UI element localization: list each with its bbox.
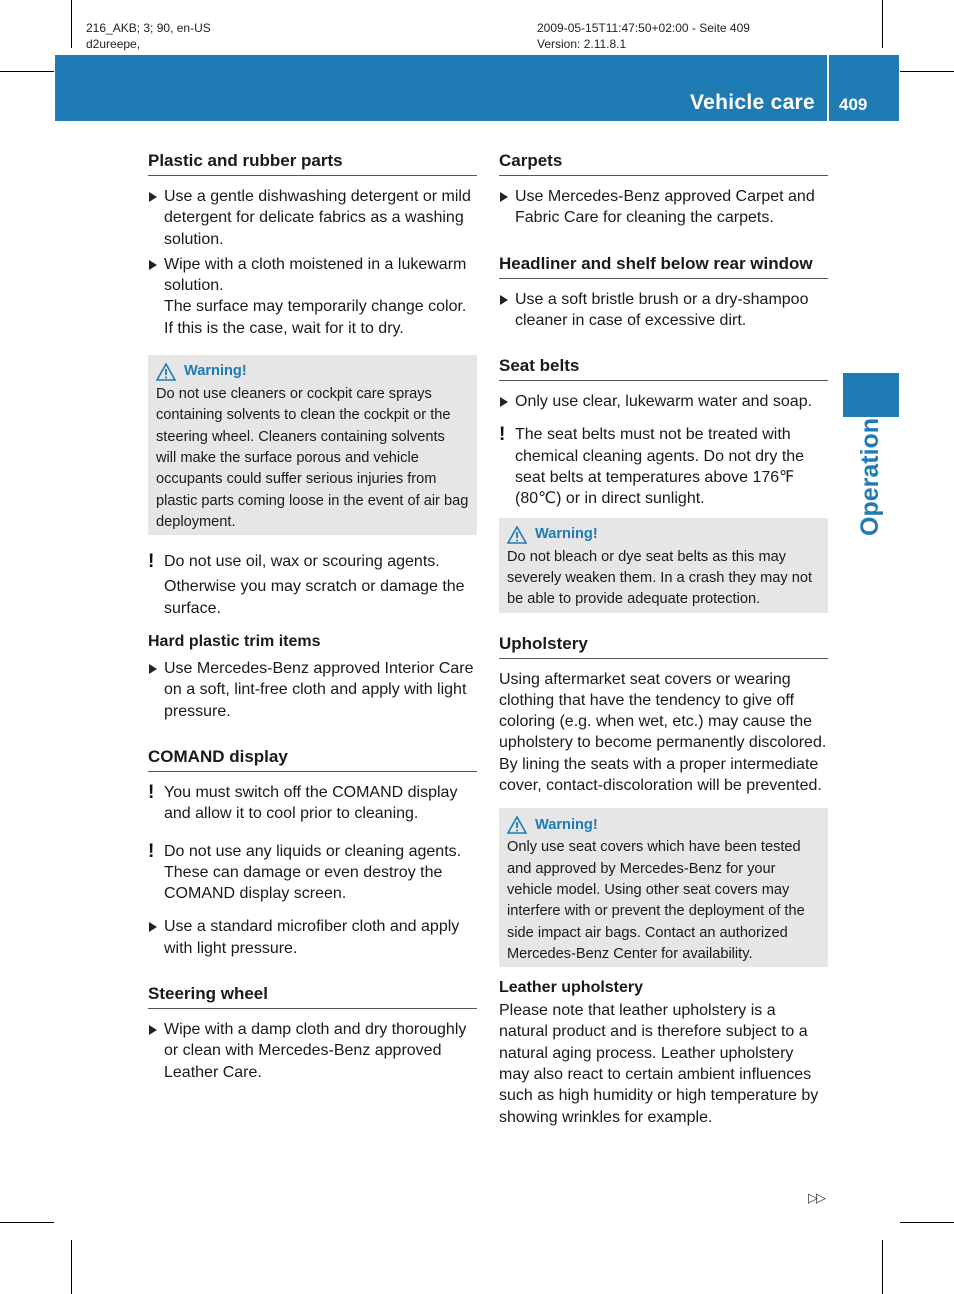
section-heading: Seat belts — [499, 355, 828, 381]
note-continuation: Otherwise you may scratch or damage the surface. — [164, 578, 465, 617]
exclamation-icon: ! — [148, 781, 155, 803]
warning-box — [148, 355, 477, 535]
crop-mark — [900, 1222, 954, 1223]
crop-mark — [882, 0, 883, 48]
meta-line: 216_AKB; 3; 90, en-US — [86, 21, 211, 35]
bullet-text: Wipe with a damp cloth and dry thoroughly or clean with Mercedes-Benz approved Leather Care. — [164, 1021, 467, 1081]
note-item — [148, 551, 477, 572]
continue-arrows-icon: ▷▷ — [808, 1190, 824, 1205]
note-item — [499, 424, 828, 509]
bullet-item — [148, 254, 477, 339]
bullet-item — [148, 916, 477, 959]
print-meta-left — [86, 20, 211, 52]
bullet-continuation: The surface may temporarily change color. If this is the case, wait for it to dry. — [164, 298, 467, 337]
section-heading: Carpets — [499, 150, 828, 176]
note-item — [148, 841, 477, 905]
chapter-label-text: Operation — [856, 417, 884, 536]
note-text: Do not use any liquids or cleaning agents. These can damage or even destroy the COMAND display screen. — [164, 842, 462, 903]
section-heading: Upholstery — [499, 633, 828, 659]
bullet-text: Only use clear, lukewarm water and soap. — [515, 393, 813, 411]
meta-line: Version: 2.11.8.1 — [537, 37, 627, 51]
print-meta-right — [537, 20, 750, 52]
bullet-arrow-icon — [149, 192, 157, 202]
bullet-arrow-icon — [149, 1025, 157, 1035]
bullet-arrow-icon — [500, 295, 508, 305]
warning-title: Warning! — [535, 526, 598, 543]
section-heading: COMAND display — [148, 746, 477, 772]
header-bar — [55, 55, 899, 121]
bullet-arrow-icon — [500, 397, 508, 407]
subheading: Hard plastic trim items — [148, 633, 321, 651]
crop-mark — [882, 1240, 883, 1294]
warning-text: Do not bleach or dye seat belts as this may severely weaken them. In a crash they may not be able to provide adequate protection. — [507, 548, 812, 608]
warning-title: Warning! — [535, 816, 598, 833]
bullet-item — [499, 391, 828, 412]
warning-title: Warning! — [184, 363, 247, 380]
section-title: Vehicle care — [689, 91, 815, 114]
warning-triangle-icon — [507, 526, 527, 544]
exclamation-icon: ! — [148, 840, 155, 862]
warning-header — [156, 360, 469, 384]
bullet-arrow-icon — [149, 664, 157, 674]
header-divider — [827, 55, 829, 121]
meta-line: d2ureepe, — [86, 37, 141, 51]
section-heading: Plastic and rubber parts — [148, 150, 477, 176]
warning-header — [507, 813, 820, 837]
bullet-item — [148, 1019, 477, 1083]
crop-mark — [0, 1222, 54, 1223]
bullet-text: Wipe with a cloth moistened in a lukewarm solution. — [164, 255, 467, 295]
warning-triangle-icon — [156, 363, 176, 381]
bullet-text: Use Mercedes-Benz approved Carpet and Fabric Care for cleaning the carpets. — [515, 188, 815, 227]
bullet-item — [499, 186, 828, 229]
note-item — [148, 782, 477, 825]
bullet-item — [499, 289, 828, 332]
exclamation-icon: ! — [148, 551, 155, 573]
warning-text: Do not use cleaners or cockpit care sprays containing solvents to clean the cockpit or the steering wheel. Cleaners containing solvents will make the surface porous and vehicle occupants could suffer serious injuries from plastic parts coming loose in the event of air bag deployment. — [156, 386, 469, 530]
warning-header — [507, 523, 820, 547]
exclamation-icon: ! — [499, 424, 506, 446]
right-column — [499, 150, 828, 1134]
page-number: 409 — [839, 95, 868, 114]
section-heading: Headliner and shelf below rear window — [499, 253, 828, 279]
bullet-item — [148, 186, 477, 250]
bullet-text: Use a soft bristle brush or a dry-shampoo cleaner in case of excessive dirt. — [515, 290, 809, 329]
chapter-tab — [843, 373, 899, 417]
section-heading: Steering wheel — [148, 983, 477, 1009]
warning-box — [499, 518, 828, 613]
subheading: Leather upholstery — [499, 979, 644, 997]
crop-mark — [900, 71, 954, 72]
note-text: You must switch off the COMAND display and allow it to cool prior to cleaning. — [164, 783, 458, 823]
crop-mark — [71, 1240, 72, 1294]
left-column — [148, 150, 477, 1087]
bullet-text: Use Mercedes-Benz approved Interior Care on a soft, lint-free cloth and apply with light pressure. — [164, 660, 474, 720]
note-text: The seat belts must not be treated with chemical cleaning agents. Do not dry the seat belts at temperatures above 176℉ (80℃) or in direct sunlight. — [515, 426, 805, 508]
bullet-arrow-icon — [149, 260, 157, 270]
bullet-item — [148, 658, 477, 722]
bullet-text: Use a standard microfiber cloth and apply with light pressure. — [164, 918, 460, 957]
bullet-arrow-icon — [500, 192, 508, 202]
body-paragraph: Please note that leather upholstery is a natural product and is therefore subject to a natural aging process. Leather upholstery may also react to certain ambient influences such as high humidity or high temperature by showing wrinkles for example. — [499, 1002, 819, 1126]
warning-triangle-icon — [507, 816, 527, 834]
bullet-text: Use a gentle dishwashing detergent or mild detergent for delicate fabrics as a washing solution. — [164, 188, 471, 248]
meta-line: 2009-05-15T11:47:50+02:00 - Seite 409 — [537, 21, 750, 35]
note-text: Do not use oil, wax or scouring agents. — [164, 553, 440, 571]
crop-mark — [0, 71, 54, 72]
bullet-arrow-icon — [149, 922, 157, 932]
warning-text: Only use seat covers which have been tested and approved by Mercedes-Benz for your vehicle model. Using other seat covers may interfere with or prevent the deployment of the side impact air bags. Contact an authorized Mercedes-Benz Center for availability. — [507, 839, 805, 962]
body-paragraph: Using aftermarket seat covers or wearing clothing that have the tendency to give off coloring (e.g. when wet, etc.) may cause the upholstery to become permanently discolored. By lining the seats with a proper intermediate cover, contact-discoloration will be prevented. — [499, 670, 827, 795]
warning-box — [499, 808, 828, 967]
crop-mark — [71, 0, 72, 48]
